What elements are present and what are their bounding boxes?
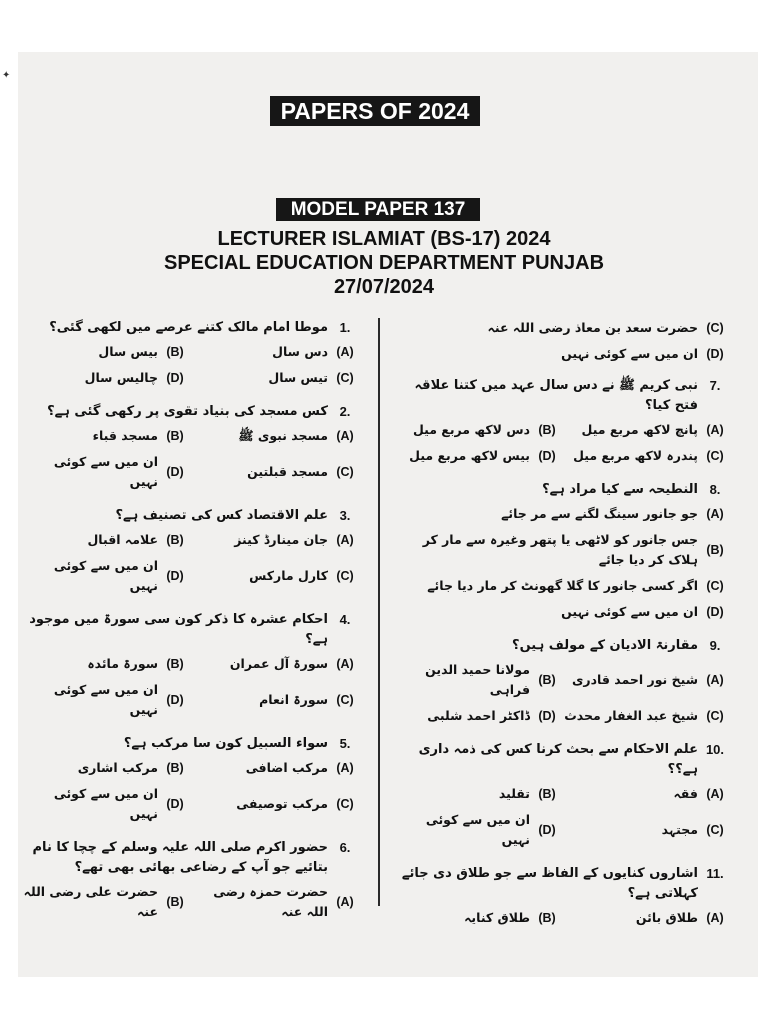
options-group <box>396 660 732 732</box>
option-text: ان میں سے کوئی نہیں <box>561 604 698 619</box>
question-number: 5. <box>339 736 351 751</box>
answer-option <box>396 318 732 338</box>
question-number: 7. <box>709 378 721 393</box>
answer-option <box>192 342 362 362</box>
question <box>22 402 362 422</box>
option-text: فقہ <box>673 786 698 801</box>
option-label: (C) <box>336 569 354 583</box>
option-label: (C) <box>706 321 724 335</box>
question <box>22 610 362 650</box>
option-text: مجتہد <box>661 822 698 837</box>
option-label: (D) <box>706 347 724 361</box>
answer-option <box>192 654 362 674</box>
question <box>396 376 732 416</box>
answer-option <box>22 530 192 550</box>
question-text: مقارنۃ الادیان کے مولف ہیں؟ <box>512 638 698 653</box>
options-group <box>396 908 732 934</box>
option-label: (C) <box>706 709 724 723</box>
question-number: 2. <box>339 404 351 419</box>
option-text: مرکب اشاری <box>77 760 158 775</box>
option-label: (A) <box>706 911 724 925</box>
option-label: (B) <box>538 787 556 801</box>
option-text: مرکب توصیفی <box>236 796 328 811</box>
answer-option <box>192 426 362 446</box>
question <box>22 318 362 338</box>
question-text: نبی کریم ﷺ نے دس سال عہد میں کتنا علاقہ فتح کیا؟ <box>414 378 698 413</box>
option-text: بیس سال <box>98 344 158 359</box>
option-text: طلاق کنایہ <box>464 910 530 925</box>
answer-option <box>564 660 732 700</box>
option-label: (A) <box>336 657 354 671</box>
answer-option <box>192 556 362 596</box>
option-label: (A) <box>706 507 724 521</box>
question-number: 8. <box>709 482 721 497</box>
option-label: (C) <box>336 693 354 707</box>
option-text: حضرت سعد بن معاذ رضی اللہ عنہ <box>487 320 698 335</box>
question-number: 10. <box>705 742 725 757</box>
option-label: (A) <box>336 533 354 547</box>
option-text: جس جانور کو لاٹھی یا پتھر وغیرہ سے مار کر ہلاک کر دیا جائے <box>422 532 698 567</box>
option-text: طلاق بائن <box>635 910 698 925</box>
option-text: دس لاکھ مربع میل <box>412 422 530 437</box>
left-question-column <box>22 318 362 936</box>
exam-date: 27/07/2024 <box>333 276 435 298</box>
option-text: ان میں سے کوئی نہیں <box>53 682 158 717</box>
option-text: مرکب اضافی <box>245 760 328 775</box>
option-label: (A) <box>336 895 354 909</box>
column-divider <box>378 318 380 906</box>
option-text: علامہ اقبال <box>87 532 158 547</box>
question-text: اشاروں کنایوں کے الفاظ سے جو طلاق دی جائے کہلاتی ہے؟ <box>401 866 698 901</box>
question <box>22 838 362 878</box>
question <box>22 506 362 526</box>
option-text: ان میں سے کوئی نہیں <box>53 786 158 821</box>
answer-option <box>396 420 564 440</box>
question <box>396 636 732 656</box>
option-text: چالیس سال <box>84 370 158 385</box>
option-label: (C) <box>336 465 354 479</box>
option-text: پانچ لاکھ مربع میل <box>581 422 698 437</box>
options-group <box>22 342 362 394</box>
question-text: النطیحہ سے کیا مراد ہے؟ <box>542 482 698 497</box>
model-paper-banner: MODEL PAPER 137 <box>276 198 480 221</box>
option-label: (B) <box>538 673 556 687</box>
question-text: حضور اکرم صلی اللہ علیہ وسلم کے چچا کا نام بتائیے جو آپ کے رضاعی بھائی بھی تھے؟ <box>32 840 328 875</box>
answer-option <box>396 810 564 850</box>
answer-option <box>564 706 732 726</box>
option-label: (A) <box>336 761 354 775</box>
option-label: (D) <box>166 693 184 707</box>
option-text: شیخ عبد الغفار محدث <box>564 708 698 723</box>
option-label: (A) <box>336 429 354 443</box>
question-text: علم الاحکام سے بحث کرنا کس کی ذمہ داری ہے؟؟ <box>418 742 698 777</box>
option-label: (D) <box>166 569 184 583</box>
option-text: مولانا حمید الدین فراہی <box>425 662 530 697</box>
option-text: ان میں سے کوئی نہیں <box>53 454 158 489</box>
answer-option <box>564 810 732 850</box>
option-label: (C) <box>706 823 724 837</box>
answer-option <box>22 368 192 388</box>
papers-year-banner: PAPERS OF 2024 <box>270 96 480 126</box>
options-group <box>22 654 362 726</box>
continued-options <box>396 318 732 370</box>
option-label: (D) <box>538 823 556 837</box>
option-text: سورۃ آل عمران <box>229 656 328 671</box>
answer-option <box>564 908 732 928</box>
question <box>396 740 732 780</box>
option-label: (B) <box>166 657 184 671</box>
option-text: حضرت حمزہ رضی اللہ عنہ <box>213 884 328 919</box>
answer-option <box>22 654 192 674</box>
option-text: تقلید <box>498 786 530 801</box>
options-group <box>396 504 732 628</box>
option-label: (B) <box>538 423 556 437</box>
option-label: (B) <box>166 429 184 443</box>
answer-option <box>396 908 564 928</box>
option-text: ان میں سے کوئی نہیں <box>425 812 530 847</box>
answer-option <box>192 784 362 824</box>
options-group <box>22 426 362 498</box>
option-label: (A) <box>706 787 724 801</box>
answer-option <box>564 784 732 804</box>
question-text: سواء السبیل کون سا مرکب ہے؟ <box>123 736 328 751</box>
options-group <box>396 420 732 472</box>
answer-option <box>22 556 192 596</box>
page-edge-mark: ✦ <box>2 70 11 81</box>
option-text: مسجد نبوی ﷺ <box>238 428 328 443</box>
option-text: سورۃ انعام <box>259 692 328 707</box>
option-text: ان میں سے کوئی نہیں <box>561 346 698 361</box>
answer-option <box>22 758 192 778</box>
answer-option <box>396 602 732 622</box>
option-label: (B) <box>166 533 184 547</box>
answer-option <box>396 706 564 726</box>
option-text: مسجد قبلتین <box>247 464 328 479</box>
answer-option <box>396 576 732 596</box>
answer-option <box>22 784 192 824</box>
option-text: ان میں سے کوئی نہیں <box>53 558 158 593</box>
option-text: مسجد قباء <box>92 428 158 443</box>
answer-option <box>192 758 362 778</box>
answer-option <box>192 452 362 492</box>
question <box>22 734 362 754</box>
option-text: بیس لاکھ مربع میل <box>409 448 530 463</box>
option-label: (B) <box>538 911 556 925</box>
option-text: اگر کسی جانور کا گلا گھونٹ کر مار دیا جائے <box>427 578 698 593</box>
options-group <box>396 784 732 856</box>
option-label: (A) <box>706 673 724 687</box>
options-group <box>22 530 362 602</box>
option-label: (D) <box>538 709 556 723</box>
answer-option <box>192 680 362 720</box>
question <box>396 480 732 500</box>
option-text: کارل مارکس <box>249 568 328 583</box>
option-label: (B) <box>166 761 184 775</box>
option-text: دس سال <box>272 344 328 359</box>
question-number: 6. <box>339 840 351 855</box>
answer-option <box>564 446 732 466</box>
answer-option <box>396 344 732 364</box>
answer-option <box>22 342 192 362</box>
options-group <box>22 882 362 928</box>
option-text: جان مینارڈ کینز <box>234 532 328 547</box>
option-text: سورۃ مائدہ <box>87 656 158 671</box>
answer-option <box>22 452 192 492</box>
question-text: کس مسجد کی بنیاد تقوی پر رکھی گئی ہے؟ <box>47 404 328 419</box>
option-text: شیخ نور احمد قادری <box>571 672 698 687</box>
question-text: موطا امام مالک کتنے عرصے میں لکھی گئی؟ <box>49 320 328 335</box>
question <box>396 864 732 904</box>
option-text: پندرہ لاکھ مربع میل <box>573 448 698 463</box>
question-text: علم الاقتصاد کس کی تصنیف ہے؟ <box>115 508 328 523</box>
answer-option <box>22 426 192 446</box>
option-label: (D) <box>166 371 184 385</box>
option-text: ڈاکٹر احمد شلبی <box>427 708 530 723</box>
question-text: احکام عشرہ کا ذکر کون سی سورۃ میں موجود ہے؟ <box>29 612 328 647</box>
option-text: تیس سال <box>268 370 328 385</box>
answer-option <box>192 882 362 922</box>
answer-option <box>22 882 192 922</box>
option-label: (D) <box>166 465 184 479</box>
option-label: (B) <box>706 543 724 557</box>
answer-option <box>564 420 732 440</box>
option-label: (D) <box>166 797 184 811</box>
option-label: (B) <box>166 345 184 359</box>
options-group <box>22 758 362 830</box>
option-text: حضرت علی رضی اللہ عنہ <box>23 884 158 919</box>
department-title: SPECIAL EDUCATION DEPARTMENT PUNJAB <box>163 252 605 274</box>
option-label: (C) <box>336 797 354 811</box>
answer-option <box>22 680 192 720</box>
exam-title: LECTURER ISLAMIAT (BS-17) 2024 <box>217 228 551 250</box>
option-label: (C) <box>706 579 724 593</box>
answer-option <box>396 784 564 804</box>
option-label: (C) <box>706 449 724 463</box>
question-number: 4. <box>339 612 351 627</box>
option-label: (A) <box>706 423 724 437</box>
question-number: 9. <box>709 638 721 653</box>
option-label: (A) <box>336 345 354 359</box>
option-label: (D) <box>706 605 724 619</box>
answer-option <box>396 446 564 466</box>
answer-option <box>396 530 732 570</box>
answer-option <box>192 368 362 388</box>
right-question-column <box>396 318 732 942</box>
option-label: (C) <box>336 371 354 385</box>
option-text: جو جانور سینگ لگنے سے مر جائے <box>501 506 698 521</box>
answer-option <box>396 660 564 700</box>
question-number: 11. <box>706 866 724 881</box>
option-label: (D) <box>538 449 556 463</box>
answer-option <box>192 530 362 550</box>
question-number: 1. <box>339 320 351 335</box>
option-label: (B) <box>166 895 184 909</box>
question-number: 3. <box>339 508 351 523</box>
answer-option <box>396 504 732 524</box>
